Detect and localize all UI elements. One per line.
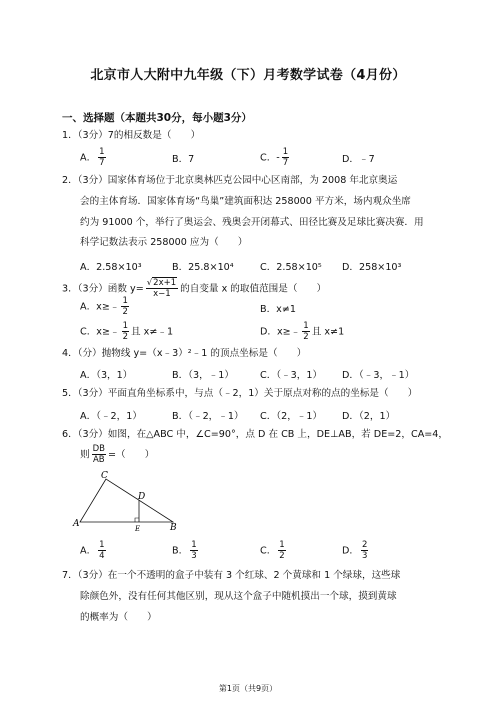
q1-option-a: A． $\frac{1}{7}$ bbox=[80, 147, 105, 168]
q1-option-d: D．﹣7 bbox=[342, 154, 375, 165]
q5-option-d: D．（2，1） bbox=[342, 411, 396, 422]
q6-option-b: B． $\frac{1}{3}$ bbox=[172, 540, 197, 561]
label-d: D bbox=[138, 492, 146, 502]
question-2-line-3: 约为 91000 个，举行了奥运会、残奥会开闭幕式、田径比赛及足球比赛决赛．用 bbox=[80, 217, 424, 228]
page-title: 北京市人大附中九年级（下）月考数学试卷（4月份） bbox=[90, 68, 406, 83]
label-e: E bbox=[135, 525, 141, 532]
q3-option-d: D．x≥﹣ $\frac{1}{2}$ 且 x≠1 bbox=[260, 321, 345, 342]
question-1-stem: 1．（3分）7的相反数是（ ） bbox=[62, 130, 201, 141]
label-b: B bbox=[170, 523, 177, 532]
q4-option-a: A．（3，1） bbox=[80, 370, 133, 381]
q4-option-b: B．（3，﹣1） bbox=[172, 370, 234, 381]
q5-option-b: B．（﹣2，﹣1） bbox=[172, 411, 244, 422]
q3-option-b: B．x≠1 bbox=[260, 304, 296, 315]
page-footer: 第1页（共9页） bbox=[218, 684, 278, 693]
question-2-line-1: 2．（3分）国家体育场位于北京奥林匹克公园中心区南部，为 2008 年北京奥运 bbox=[62, 175, 398, 186]
question-2-line-4: 科学记数法表示 258000 应为（ ） bbox=[80, 237, 248, 248]
question-7-line-3: 的概率为（ ） bbox=[80, 612, 157, 623]
q5-option-a: A．（﹣2，1） bbox=[80, 411, 142, 422]
q1-option-c: C．- $\frac{1}{7}$ bbox=[260, 147, 289, 168]
question-6-stem: 6．（3分）如图，在△ABC 中，∠C=90°，点 D 在 CB 上，DE⊥AB，若 DE=2，CA=4， bbox=[62, 429, 448, 440]
section-heading: 一、选择题（本题共30分，每小题3分） bbox=[62, 112, 252, 124]
question-6-ratio: 则 $\frac{DB}{AB}$ =（ ） bbox=[80, 444, 155, 465]
triangle-figure bbox=[70, 470, 190, 532]
q3-option-a: A．x≥﹣ $\frac{1}{2}$ bbox=[80, 296, 128, 317]
question-3-stem: 3．（3分）函数 y= $\frac{√2x+1}{x-1}$ 的自变量 x 的取值范围是（ ） bbox=[62, 278, 327, 299]
label-a: A bbox=[73, 519, 80, 529]
label-c: C bbox=[101, 471, 108, 481]
question-5-stem: 5．（3分）平面直角坐标系中，与点（﹣2，1）关于原点对称的点的坐标是（ ） bbox=[62, 388, 418, 399]
question-2-line-2: 会的主体育场．国家体育场“鸟巢”建筑面积达 258000 平方米，场内观众坐席 bbox=[80, 196, 411, 207]
q2-option-c: C．2.58×10⁵ bbox=[260, 262, 322, 273]
q2-option-d: D．258×10³ bbox=[342, 262, 402, 273]
q3-option-c: C．x≥﹣ $\frac{1}{2}$ 且 x≠﹣1 bbox=[80, 321, 174, 342]
question-4-stem: 4．（分）抛物线 y=（x﹣3）²﹣1 的顶点坐标是（ ） bbox=[62, 348, 307, 359]
q5-option-c: C．（2，﹣1） bbox=[260, 411, 323, 422]
q6-option-c: C． $\frac{1}{2}$ bbox=[260, 540, 285, 561]
q1-option-b: B．7 bbox=[172, 154, 195, 165]
q4-option-d: D．（﹣3，﹣1） bbox=[342, 370, 415, 381]
q2-option-b: B．25.8×10⁴ bbox=[172, 262, 234, 273]
q6-option-d: D． $\frac{2}{3}$ bbox=[342, 540, 368, 561]
q2-option-a: A．2.58×10³ bbox=[80, 262, 142, 273]
q6-option-a: A． $\frac{1}{4}$ bbox=[80, 540, 105, 561]
q4-option-c: C．（﹣3，1） bbox=[260, 370, 323, 381]
question-7-line-2: 除颜色外，没有任何其他区别，现从这个盒子中随机摸出一个球，摸到黄球 bbox=[80, 591, 397, 602]
question-7-line-1: 7．（3分）在一个不透明的盒子中装有 3 个红球、2 个黄球和 1 个绿球，这些球 bbox=[62, 570, 401, 581]
